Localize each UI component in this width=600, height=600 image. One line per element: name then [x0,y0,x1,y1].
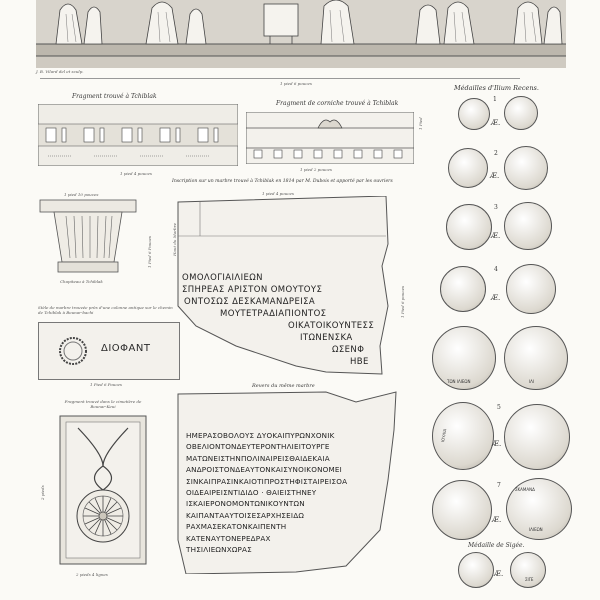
reverse-line: ΣΙΝΚΑΙΠΡΑΣΙΝΚΑΙΟΤΙΠΡΟΣΤΗΦΙΣΤΑΙΡΕΙΣΟΑ [186,476,348,486]
wreath-icon [39,323,99,379]
frieze-scale: 1 pied 4 pouces [120,171,152,176]
rosette-drawing [58,414,148,566]
inscription-line: ΜΟΥΤΕΤΡΑΔΙΑΠΙΟΝΤΟΣ [220,309,327,319]
frieze-title: Fragment trouvé à Tchiblak [72,93,157,100]
medal-number: 4 [494,266,498,273]
capital-fragment [38,198,138,276]
capital-scale: 1 pied 10 pouces [64,192,99,197]
reverse-line: ΙΣΚΑΙΕΡΟΝΟΜΟΝΤΩΝΙΚΟΥΝΤΩΝ [186,499,305,509]
top-relief [36,0,566,68]
medal-1-reverse [504,96,538,130]
medal-6-obverse: ΙΟΥΛΙΑ [432,402,494,470]
reverse-line: ΚΑΤΕΝΑΥΤΟΝΕΡΕΔΡΑΧ [186,533,271,543]
inscription-line: ΙΤΩΝΕΝΣΚΑ [300,333,353,343]
metal-mark: Æ. [491,294,501,302]
medal-2-obverse [448,148,488,188]
metal-mark: Æ. [490,172,500,180]
medal-6-reverse [504,404,570,470]
inscription-line: ΣΠΗΡΕΑΣ ΑΡΙΣΤΟΝ ΟΜΟΥΤΟΥΣ [182,285,323,295]
frieze-drawing [38,104,238,166]
medal-number: 1 [493,96,497,103]
baptismal-title: Fragment trouvé dans le cimetière de Bounar-Keui [64,399,142,409]
inscription-line: ΗΒΕ [350,357,369,367]
reverse-marble [176,390,398,574]
medal-number: 7 [497,482,501,489]
inscription-left-label: Haut du Marbre [172,223,177,256]
medal-7-reverse: ΣΚΑΜΑΝΔ ΙΛΙΕΩΝ [506,478,572,540]
cornice-side: 1 Pied [418,117,423,130]
cornice-drawing [246,112,414,164]
inscription-marble [176,196,390,376]
stele-title: Stèle de marbre trouvée près d'une colonne antique sur le chemin de Tchiblak à Bounar-bachi [38,305,173,315]
medal-4-reverse [506,264,556,314]
inscription-line: ΩΣΕΝΦ [332,345,365,355]
inscription-line: ΟΙΚΑΤΟΙΚΟΥΝΤΕΣΣ [288,321,375,331]
metal-mark: Æ. [494,570,504,578]
engraver-credit: J. B. Vilard del et sculp. [36,69,84,74]
relief-scale-line [40,78,520,79]
medals-title: Médailles d'Ilium Recens. [454,84,539,92]
cornice-scale: 1 pied 2 pouces [300,167,332,172]
capital-side: 1 Pied 6 Pouces [147,236,152,268]
medal-5-obverse: ΤΩΝ ΙΛΙΕΩΝ [432,326,496,390]
medal-1-obverse [458,98,490,130]
reverse-line: ΟΒΕΛΙΟΝΤΟΝΔΕΥΤΕΡΟΝΤΗΛΙΕΙΤΟΥΡΓΕ [186,442,330,452]
baptismal-scale: 2 pieds 4 lignes [76,572,108,577]
reverse-line: ΟΙΔΕΑΙΡΕΙΣΝΤΙΔΙΔΟ · ΘΑΙΕΙΣΤΗΝΕΥ [186,488,317,498]
medal-4-obverse [440,266,486,312]
inscription-title: Inscription sur un marbre trouvé à Tchiblak en 1814 par M. Dubois et apporté par les ouvriers [172,179,393,184]
capital-drawing [38,198,138,276]
frieze-fragment [38,104,238,166]
medal-7-obverse [432,480,492,540]
metal-mark: Æ. [491,119,501,127]
medal-number: 3 [494,204,498,211]
reverse-line: ΗΜΕΡΑΣΟΒΟΛΟΥΣ ΔΥΟΚΑΙΠΥΡΩΝΧΟΝΙΚ [186,431,335,440]
reverse-title: Revers du même marbre [252,383,315,389]
reverse-line: ΚΑΙΠΑΝΤΑΑΥΤΟΙΣΕΣΑΡΧΗΣΕΙΔΩ [186,510,305,520]
sigee-reverse: ΣΙΓΕ [510,552,546,588]
reverse-line: ΑΝΔΡΟΙΣΤΟΝΔΕΑΥΤΟΝΚΑΙΣΥΝΟΙΚΟΝΟΜΕΙ [186,465,342,475]
relief-scale: 1 pied 6 pouces [280,81,312,86]
cornice-title: Fragment de corniche trouvé à Tchiblak [276,100,399,107]
stele-scale: 1 Pied 6 Pouces [90,382,122,387]
metal-mark: Æ. [492,440,502,448]
sigee-obverse [458,552,494,588]
baptismal-fragment [58,414,148,566]
inscription-line: ΟΝΤΟΣΩΣ ΔΕΣΚΑΜΑΝΔΡΕΙΣΑ [184,297,316,307]
cornice-fragment [246,112,414,164]
reverse-line: ΜΑΤΩΝΕΙΣΤΗΝΠΟΛΙΝΑΙΡΕΙΣΘΑΙΔΕΚΑΙΑ [186,453,330,463]
inscription-right-scale: 1 Pied 6 pouces [400,285,405,318]
metal-mark: Æ. [491,232,501,240]
sigee-title: Médaille de Sigée. [468,542,525,549]
inscription-line: ΟΜΟΛΟΓΙΑΙΛΙΕΩΝ [182,273,263,283]
capital-title: Chapiteau à Tchiblak [60,279,103,284]
stele-text: ΔΙΟΦΑΝΤ [101,343,151,354]
medal-number: 5 [497,404,501,411]
medal-number: 2 [494,150,498,157]
inscription-top-scale: 1 pied 4 pouces [262,191,294,196]
metal-mark: Æ. [492,516,502,524]
medal-5-reverse: ΙΛΙ [504,326,568,390]
baptismal-side: 2 pieds [40,485,45,500]
procession-relief-image [36,0,566,68]
medal-3-obverse [446,204,492,250]
stele-fragment [38,322,180,380]
medal-2-reverse [504,146,548,190]
medal-3-reverse [504,202,552,250]
reverse-line: ΤΗΣΙΛΙΕΩΝΧΩΡΑΣ [186,545,252,555]
reverse-line: ΡΑΧΜΑΣΕΚΑΤΟΝΚΑΙΠΕΝΤΗ [186,522,287,532]
